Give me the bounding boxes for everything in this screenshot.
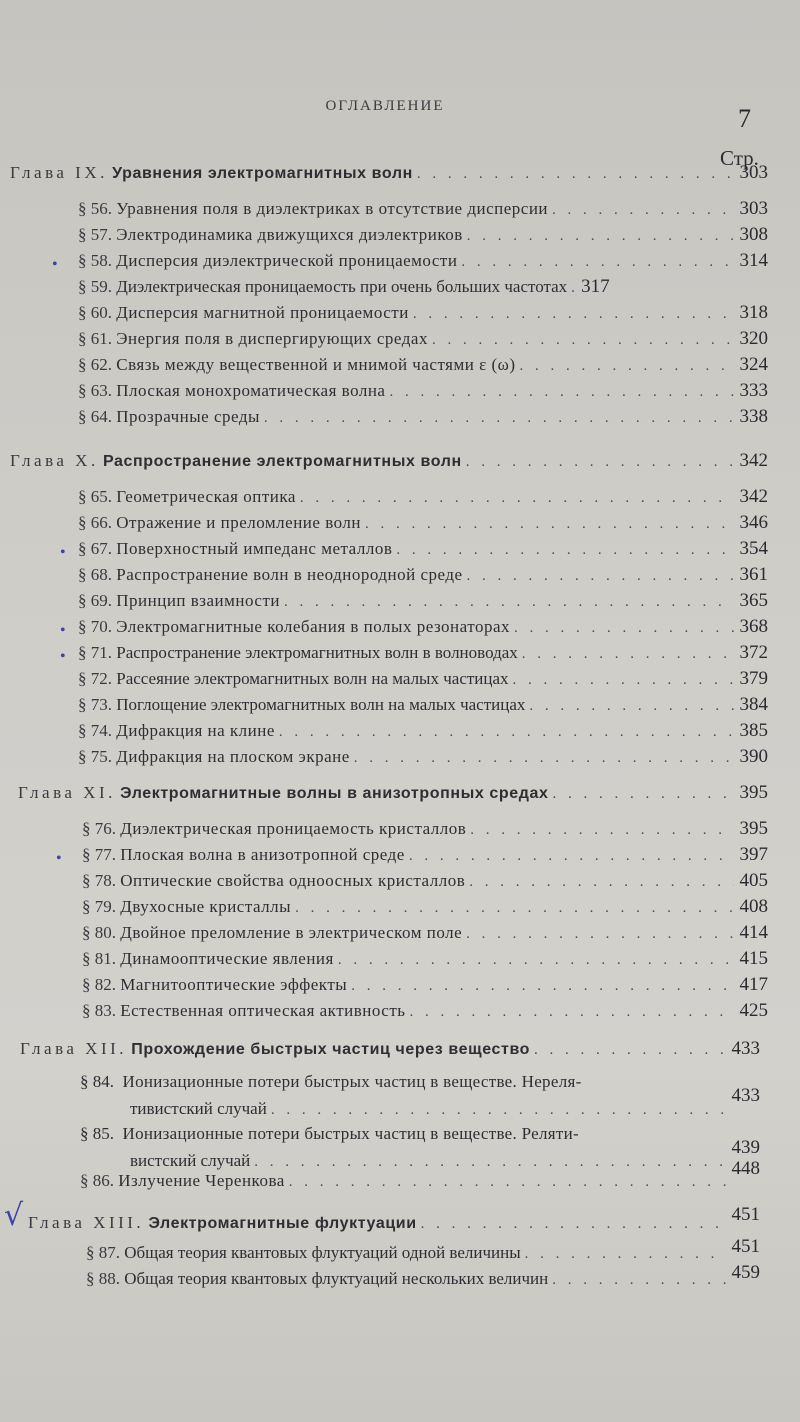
leader-dots xyxy=(365,516,734,533)
section-row[interactable] xyxy=(78,250,768,276)
leader-dots xyxy=(529,698,733,715)
section-title-line1: Ионизационные потери быстрых частиц в веществе. Нереля- xyxy=(122,1072,582,1091)
section-page: 338 xyxy=(739,406,768,427)
pen-dot-mark: • xyxy=(52,256,58,273)
section-number: § 70. xyxy=(78,617,112,636)
leader-dots xyxy=(534,1042,725,1059)
chapter-label: Глава XIII. xyxy=(28,1213,145,1232)
section-title: Дифракция на клине xyxy=(116,721,275,740)
section-title: Поглощение электромагнитных волн на малых частицах xyxy=(116,695,526,714)
leader-dots xyxy=(514,620,733,637)
chapter-page: 395 xyxy=(739,782,768,803)
section-number: § 71. xyxy=(78,643,112,662)
section-page: 408 xyxy=(739,896,768,917)
section-row[interactable] xyxy=(78,590,768,616)
section-number: § 62. xyxy=(78,355,112,374)
leader-dots xyxy=(279,724,734,741)
chapter-label: Глава XII. xyxy=(20,1039,128,1058)
leader-dots xyxy=(417,166,734,183)
section-page: 303 xyxy=(739,198,768,219)
section-row[interactable] xyxy=(78,616,768,642)
leader-dots xyxy=(469,874,733,891)
section-title: Оптические свойства одноосных кристаллов xyxy=(120,871,466,890)
section-number: § 56. xyxy=(78,199,112,218)
section-title: Излучение Черенкова xyxy=(118,1171,285,1190)
section-number: § 82. xyxy=(82,975,116,994)
section-row[interactable] xyxy=(80,1124,760,1176)
leader-dots xyxy=(466,454,734,471)
chapter-row[interactable] xyxy=(20,1038,760,1064)
chapter-title: Уравнения электромагнитных волн xyxy=(112,165,413,182)
section-number: § 73. xyxy=(78,695,112,714)
section-title: Электродинамика движущихся диэлектриков xyxy=(116,225,463,244)
leader-dots xyxy=(421,1216,726,1233)
chapter-row[interactable] xyxy=(10,450,768,476)
section-row[interactable] xyxy=(80,1072,760,1124)
section-page: 365 xyxy=(739,590,768,611)
section-title: Электромагнитные колебания в полых резонаторах xyxy=(116,617,511,636)
chapter-label: Глава IX. xyxy=(10,163,108,182)
section-title-line2: вистский случай xyxy=(130,1151,251,1170)
chapter-row[interactable] xyxy=(18,782,768,808)
section-number: § 68. xyxy=(78,565,112,584)
chapter-page: 451 xyxy=(731,1204,760,1225)
section-row[interactable] xyxy=(78,276,768,302)
section-page: 314 xyxy=(739,250,768,271)
leader-dots xyxy=(354,750,734,767)
leader-dots xyxy=(409,848,734,865)
section-number: § 64. xyxy=(78,407,112,426)
section-number: § 61. xyxy=(78,329,112,348)
section-number: § 59. xyxy=(78,277,112,296)
section-number: § 87. xyxy=(86,1243,120,1262)
section-number: § 63. xyxy=(78,381,112,400)
section-row[interactable] xyxy=(78,486,768,512)
section-row[interactable] xyxy=(82,896,768,922)
section-page: 384 xyxy=(739,694,768,715)
section-page: 390 xyxy=(739,746,768,767)
section-title: Геометрическая оптика xyxy=(116,487,296,506)
section-page: 433 xyxy=(731,1085,760,1106)
section-number: § 86. xyxy=(80,1171,114,1190)
pen-dot-mark: • xyxy=(56,850,62,867)
section-title: Магнитооптические эффекты xyxy=(120,975,348,994)
pen-dot-mark: • xyxy=(60,622,66,639)
section-page: 317 xyxy=(581,276,610,297)
chapter-page: 342 xyxy=(739,450,768,471)
section-title: Уравнения поля в диэлектриках в отсутствие дисперсии xyxy=(116,199,549,218)
section-title: Диэлектрическая проницаемость кристаллов xyxy=(120,819,467,838)
leader-dots xyxy=(295,900,733,917)
section-number: § 78. xyxy=(82,871,116,890)
section-row[interactable] xyxy=(82,1000,768,1026)
section-title: Связь между вещественной и мнимой частями ε (ω) xyxy=(116,355,516,374)
section-number: § 66. xyxy=(78,513,112,532)
running-head: ОГЛАВЛЕНИЕ xyxy=(325,98,445,114)
section-page: 379 xyxy=(739,668,768,689)
section-row[interactable] xyxy=(82,922,768,948)
leader-dots xyxy=(461,254,733,271)
leader-dots xyxy=(466,926,733,943)
section-row[interactable] xyxy=(82,870,768,896)
leader-dots xyxy=(271,1102,726,1119)
section-title: Динамооптические явления xyxy=(120,949,334,968)
section-title: Энергия поля в диспергирующих средах xyxy=(116,329,428,348)
chapter-page: 433 xyxy=(731,1038,760,1059)
section-row[interactable] xyxy=(86,1262,760,1294)
section-row[interactable] xyxy=(82,818,768,844)
section-title: Прозрачные среды xyxy=(116,407,260,426)
section-page: 318 xyxy=(739,302,768,323)
section-title: Дисперсия магнитной проницаемости xyxy=(116,303,409,322)
section-number: § 60. xyxy=(78,303,112,322)
section-title: Общая теория квантовых флуктуаций нескольких величин xyxy=(124,1269,549,1288)
pen-dot-mark: • xyxy=(60,648,66,665)
section-row[interactable] xyxy=(82,974,768,1000)
section-page: 425 xyxy=(739,1000,768,1021)
section-row[interactable] xyxy=(82,844,768,870)
leader-dots xyxy=(571,280,575,297)
section-title-line1: Ионизационные потери быстрых частиц в веществе. Реляти- xyxy=(122,1124,579,1143)
pen-dot-mark: • xyxy=(60,544,66,561)
section-number: § 80. xyxy=(82,923,116,942)
section-title: Диэлектрическая проницаемость при очень больших частотах xyxy=(116,277,568,296)
leader-dots xyxy=(552,202,733,219)
section-row[interactable] xyxy=(78,302,768,328)
leader-dots xyxy=(519,358,733,375)
section-title-line2: тивистский случай xyxy=(130,1099,267,1118)
section-number: § 85. xyxy=(80,1124,114,1143)
section-page: 346 xyxy=(739,512,768,533)
section-number: § 76. xyxy=(82,819,116,838)
section-page: 354 xyxy=(739,538,768,559)
section-title: Двойное преломление в электрическом поле xyxy=(120,923,463,942)
section-page: 439 xyxy=(731,1137,760,1158)
section-title: Плоская волна в анизотропной среде xyxy=(120,845,405,864)
section-title: Дисперсия диэлектрической проницаемости xyxy=(116,251,458,270)
leader-dots xyxy=(432,332,734,349)
chapter-label: Глава X. xyxy=(10,451,99,470)
section-page: 415 xyxy=(739,948,768,969)
section-page: 324 xyxy=(739,354,768,375)
section-page: 414 xyxy=(739,922,768,943)
section-number: § 58. xyxy=(78,251,112,270)
page-column-label: Стр. xyxy=(720,146,759,170)
chapter-title: Электромагнитные волны в анизотропных средах xyxy=(120,785,549,802)
section-page: 448 xyxy=(731,1158,760,1179)
leader-dots xyxy=(410,1004,734,1021)
leader-dots xyxy=(553,786,734,803)
section-page: 368 xyxy=(739,616,768,637)
leader-dots xyxy=(470,822,733,839)
section-title: Принцип взаимности xyxy=(116,591,281,610)
section-title: Естественная оптическая активность xyxy=(120,1001,406,1020)
section-row[interactable] xyxy=(86,1236,760,1268)
section-page: 417 xyxy=(739,974,768,995)
section-title: Общая теория квантовых флуктуаций одной величины xyxy=(124,1243,521,1262)
section-row[interactable] xyxy=(78,642,768,668)
leader-dots xyxy=(525,1246,726,1263)
section-page: 451 xyxy=(731,1236,760,1257)
section-number: § 75. xyxy=(78,747,112,766)
chapter-label: Глава XI. xyxy=(18,783,116,802)
section-page: 333 xyxy=(739,380,768,401)
section-page: 397 xyxy=(739,844,768,865)
section-number: § 72. xyxy=(78,669,112,688)
pen-check-mark: √ xyxy=(4,1198,24,1233)
section-title: Отражение и преломление волн xyxy=(116,513,361,532)
section-title: Поверхностный импеданс металлов xyxy=(116,539,393,558)
leader-dots xyxy=(467,228,734,245)
chapter-title: Прохождение быстрых частиц через вещество xyxy=(131,1041,531,1058)
leader-dots xyxy=(300,490,734,507)
leader-dots xyxy=(467,568,734,585)
section-page: 320 xyxy=(739,328,768,349)
leader-dots xyxy=(284,594,733,611)
section-number: § 88. xyxy=(86,1269,120,1288)
section-number: § 83. xyxy=(82,1001,116,1020)
leader-dots xyxy=(289,1174,726,1191)
leader-dots xyxy=(513,672,734,689)
section-number: § 57. xyxy=(78,225,112,244)
chapter-title: Распространение электромагнитных волн xyxy=(102,453,462,470)
section-row[interactable] xyxy=(82,948,768,974)
chapter-page: 303 xyxy=(739,162,768,183)
leader-dots xyxy=(396,542,733,559)
chapter-row[interactable] xyxy=(10,162,768,188)
section-page: 361 xyxy=(739,564,768,585)
section-page: 459 xyxy=(731,1262,760,1283)
section-row[interactable] xyxy=(78,406,768,432)
section-number: § 81. xyxy=(82,949,116,968)
section-row[interactable] xyxy=(78,720,768,746)
section-page: 395 xyxy=(739,818,768,839)
section-title: Двухосные кристаллы xyxy=(120,897,292,916)
section-row[interactable] xyxy=(78,564,768,590)
leader-dots xyxy=(413,306,734,323)
section-row[interactable] xyxy=(78,198,768,224)
section-page: 308 xyxy=(739,224,768,245)
section-title: Распространение волн в неоднородной среде xyxy=(116,565,463,584)
section-page: 385 xyxy=(739,720,768,741)
section-number: § 65. xyxy=(78,487,112,506)
section-row[interactable] xyxy=(78,746,768,772)
chapter-row[interactable] xyxy=(28,1204,760,1238)
section-row[interactable] xyxy=(78,224,768,250)
section-number: § 74. xyxy=(78,721,112,740)
section-page: 405 xyxy=(739,870,768,891)
section-number: § 69. xyxy=(78,591,112,610)
section-row[interactable] xyxy=(78,328,768,354)
section-number: § 79. xyxy=(82,897,116,916)
section-title: Распространение электромагнитных волн в волноводах xyxy=(116,643,518,662)
chapter-title: Электромагнитные флуктуации xyxy=(148,1215,417,1232)
section-row[interactable] xyxy=(78,538,768,564)
section-title: Дифракция на плоском экране xyxy=(116,747,350,766)
section-page: 372 xyxy=(739,642,768,663)
section-row[interactable] xyxy=(78,668,768,694)
section-row[interactable] xyxy=(78,512,768,538)
section-title: Плоская монохроматическая волна xyxy=(116,381,386,400)
leader-dots xyxy=(254,1154,725,1171)
leader-dots xyxy=(522,646,734,663)
section-page: 342 xyxy=(739,486,768,507)
section-number: § 84. xyxy=(80,1072,114,1091)
section-row[interactable] xyxy=(78,694,768,720)
leader-dots xyxy=(338,952,734,969)
section-title: Рассеяние электромагнитных волн на малых частицах xyxy=(116,669,509,688)
leader-dots xyxy=(351,978,733,995)
section-number: § 67. xyxy=(78,539,112,558)
section-number: § 77. xyxy=(82,845,116,864)
leader-dots xyxy=(389,384,733,401)
leader-dots xyxy=(264,410,734,427)
leader-dots xyxy=(552,1272,725,1289)
section-row[interactable] xyxy=(78,354,768,380)
section-row[interactable] xyxy=(78,380,768,406)
page-number: 7 xyxy=(738,104,751,133)
